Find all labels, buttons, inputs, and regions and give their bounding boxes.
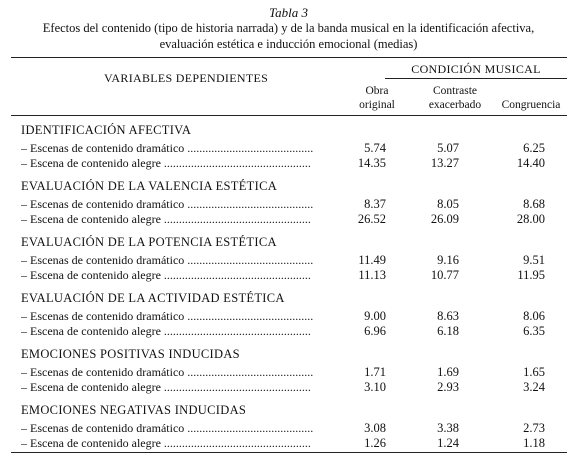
cell-value: 1.26	[364, 436, 386, 450]
section-heading: EMOCIONES NEGATIVAS INDUCIDAS	[21, 403, 247, 417]
row-label: – Escena de contenido alegre .................................................	[21, 324, 311, 338]
cell-value: 8.05	[437, 197, 459, 211]
table-title-line-2: evaluación estética e inducción emocional (medias)	[159, 37, 418, 51]
cell-value: 2.73	[523, 421, 545, 435]
column-header-contraste-exacerbado: Contraste exacerbado	[428, 85, 482, 111]
cell-value: 3.24	[523, 380, 545, 394]
table-label: Tabla 3	[269, 5, 308, 20]
cell-value: 14.35	[357, 156, 386, 170]
column-header-obra-original: Obra original	[359, 85, 395, 111]
variables-header: VARIABLES DEPENDIENTES	[104, 71, 269, 85]
cell-value: 11.95	[517, 268, 545, 282]
row-label: – Escenas de contenido dramático ..........................................	[21, 141, 314, 155]
cell-value: 6.96	[364, 324, 386, 338]
row-label: – Escena de contenido alegre .................................................	[21, 436, 311, 450]
cell-value: 5.74	[364, 141, 386, 155]
row-label: – Escena de contenido alegre .................................................	[21, 212, 311, 226]
cell-value: 11.49	[358, 253, 386, 267]
section-heading: EVALUACIÓN DE LA POTENCIA ESTÉTICA	[21, 235, 277, 249]
bottom-rule	[11, 452, 567, 453]
cell-value: 3.10	[364, 380, 386, 394]
section-heading: EVALUACIÓN DE LA VALENCIA ESTÉTICA	[21, 179, 278, 193]
row-label: – Escenas de contenido dramático ..........................................	[21, 253, 314, 267]
cell-value: 26.09	[430, 212, 459, 226]
cell-value: 8.06	[523, 309, 545, 323]
section-heading: EMOCIONES POSITIVAS INDUCIDAS	[21, 347, 240, 361]
section-heading: EVALUACIÓN DE LA ACTIVIDAD ESTÉTICA	[21, 291, 285, 305]
row-label: – Escenas de contenido dramático ..........................................	[21, 197, 314, 211]
cell-value: 9.16	[437, 253, 459, 267]
cell-value: 9.00	[364, 309, 386, 323]
cell-value: 1.69	[437, 365, 459, 379]
cell-value: 26.52	[357, 212, 386, 226]
table-title-line-1: Efectos del contenido (tipo de historia narrada) y de la banda musical en la identificación afectiva,	[42, 21, 535, 35]
row-label: – Escenas de contenido dramático ..........................................	[21, 421, 314, 435]
cell-value: 2.93	[437, 380, 459, 394]
cell-value: 1.71	[364, 365, 386, 379]
header-rule	[11, 115, 567, 116]
cell-value: 28.00	[516, 212, 545, 226]
row-label: – Escena de contenido alegre .................................................	[21, 156, 311, 170]
column-header-congruencia: Congruencia	[501, 99, 561, 111]
cell-value: 5.07	[437, 141, 459, 155]
cell-value: 1.24	[437, 436, 459, 450]
cell-value: 8.63	[437, 309, 459, 323]
cell-value: 6.25	[523, 141, 545, 155]
cell-value: 13.27	[430, 156, 459, 170]
cell-value: 6.18	[437, 324, 459, 338]
cell-value: 8.68	[523, 197, 545, 211]
row-label: – Escenas de contenido dramático ..........................................	[21, 309, 314, 323]
cell-value: 6.35	[523, 324, 545, 338]
cell-value: 14.40	[516, 156, 545, 170]
cell-value: 11.13	[358, 268, 386, 282]
cell-value: 9.51	[523, 253, 545, 267]
cell-value: 8.37	[364, 197, 386, 211]
condition-underline	[385, 78, 567, 79]
row-label: – Escenas de contenido dramático ..........................................	[21, 365, 314, 379]
cell-value: 1.18	[523, 436, 545, 450]
top-rule	[11, 57, 567, 58]
row-label: – Escena de contenido alegre .................................................	[21, 380, 311, 394]
cell-value: 1.65	[523, 365, 545, 379]
cell-value: 3.08	[364, 421, 386, 435]
row-label: – Escena de contenido alegre .................................................	[21, 268, 311, 282]
condition-header: CONDICIÓN MUSICAL	[411, 62, 541, 76]
cell-value: 10.77	[430, 268, 459, 282]
section-heading: IDENTIFICACIÓN AFECTIVA	[21, 123, 192, 137]
cell-value: 3.38	[437, 421, 459, 435]
